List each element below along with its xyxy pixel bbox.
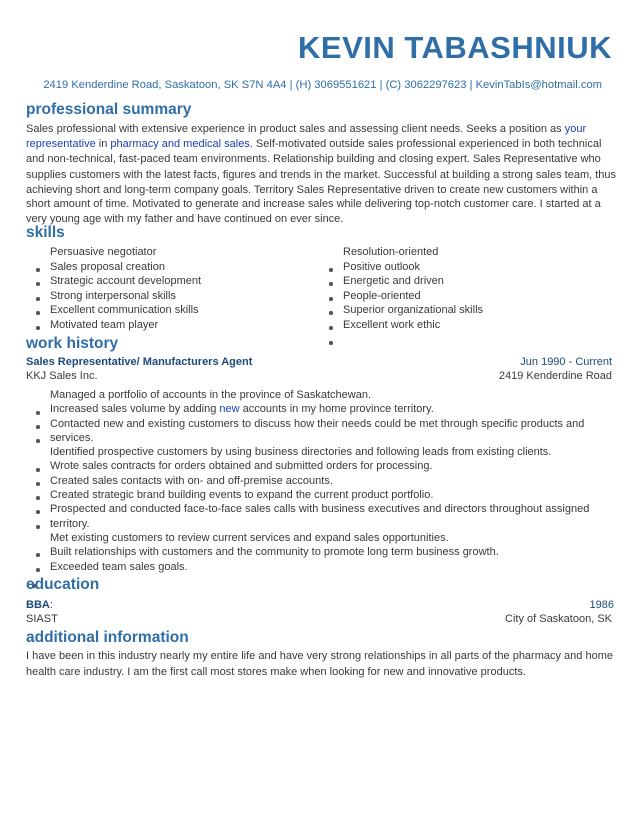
duty-text: Increased sales volume by adding <box>50 403 220 416</box>
job-location: 2419 Kenderdine Road <box>498 370 612 382</box>
bullet-icon <box>36 268 40 272</box>
summary-highlight-2: pharmacy and medical sales <box>110 138 250 151</box>
bullet-icon <box>36 468 40 472</box>
duty-item <box>50 402 620 416</box>
skill-item: Strong interpersonal skills <box>50 289 176 302</box>
duty-item: Created sales contacts with on- and off-premise accounts. <box>50 474 333 487</box>
education-degree <box>26 599 53 611</box>
skill-item: Energetic and driven <box>343 275 444 287</box>
skill-item: Strategic account development <box>50 275 202 287</box>
education-location: City of Saskatoon, SK <box>505 613 612 625</box>
skill-item: People-oriented <box>343 289 421 302</box>
bullet-icon <box>329 297 333 301</box>
bullet-icon <box>329 282 333 286</box>
bullet-icon <box>36 411 40 415</box>
education-heading: education <box>26 576 100 593</box>
bullet-icon <box>36 482 40 486</box>
summary-highlight-1: your representative <box>26 123 587 151</box>
skill-item: Resolution-oriented <box>343 246 439 258</box>
summary-paragraph-1 <box>26 122 616 168</box>
duty-item: Managed a portfolio of accounts in the province of Saskatchewan. <box>50 389 372 401</box>
bullet-icon <box>329 326 333 330</box>
skill-item: Motivated team player <box>50 318 159 331</box>
duty-highlight: new <box>219 403 240 416</box>
skill-item: Excellent communication skills <box>50 304 199 316</box>
summary-paragraph-2: supplies customers with the latest facts, figures and trends in the market. Successful at building a strong sales team, thus achieving short and long-term company goals. Territory Sales Representative driven to create new customers within a short amount of time. Motivated to generate and increase sales while delivering top-notch customer care. I started at a very young age with my father and have continued on ever since. <box>26 169 617 225</box>
bullet-icon <box>36 568 40 572</box>
candidate-name: KEVIN TABASHNIUK <box>298 30 612 65</box>
bullet-icon <box>36 553 40 557</box>
additional-info-heading: additional information <box>26 629 189 646</box>
summary-text-b: in <box>95 138 111 151</box>
summary-text-a: Sales professional with extensive experience in product sales and assessing client needs. Seeks a position as <box>26 123 565 135</box>
job-dates: Jun 1990 - Current <box>520 356 612 368</box>
work-history-heading: work history <box>26 335 119 352</box>
duty-item: Wrote sales contracts for orders obtained and submitted orders for processing. <box>50 460 433 473</box>
bullet-icon <box>36 425 40 429</box>
bullet-icon <box>329 268 333 272</box>
duty-item: Prospected and conducted face-to-face sales calls with business executives and directors throughout assigned <box>50 503 590 516</box>
job-title: Sales Representative/ Manufacturers Agent <box>26 356 253 368</box>
education-year: 1986 <box>589 599 614 611</box>
bullet-icon <box>36 496 40 500</box>
duty-text: accounts in my home province territory. <box>239 403 434 416</box>
skills-left-column <box>50 245 320 332</box>
bullet-icon <box>36 439 40 443</box>
skill-item: Superior organizational skills <box>343 304 484 316</box>
bullet-icon <box>329 311 333 315</box>
degree-colon: : <box>49 599 53 611</box>
skill-item: Excellent work ethic <box>343 318 441 331</box>
skill-item: Sales proposal creation <box>50 260 165 273</box>
summary-text-c: . Self-motivated outside sales professional experienced in both technical and non-technical, fast-paced team environments. Relationship building and closing expert. Sales Representative who <box>26 138 602 166</box>
bullet-icon <box>36 282 40 286</box>
skill-item: Persuasive negotiator <box>50 246 157 258</box>
duty-item: Met existing customers to review current services and expand sales opportunities. <box>50 531 449 544</box>
summary-heading: professional summary <box>26 101 192 118</box>
duty-item: Built relationships with customers and the community to promote long term business growth. <box>50 546 499 559</box>
contact-line: 2419 Kenderdine Road, Saskatoon, SK S7N 4A4 | (H) 3069551621 | (C) 3062297623 | KevinTabIs@hotmail.com <box>43 79 602 91</box>
job-duties-list <box>50 388 620 574</box>
education-school: SIAST <box>26 613 58 625</box>
skill-item: Positive outlook <box>343 260 421 273</box>
skills-heading: skills <box>26 224 65 241</box>
duty-item: Exceeded team sales goals. <box>50 560 188 573</box>
duty-item: Contacted new and existing customers to discuss how their needs could be met through specific products and <box>50 417 585 430</box>
additional-info-paragraph: I have been in this industry nearly my entire life and have very strong relationships in all parts of the pharmacy and home health care industry. I am the first call most stores make when looking for new and innovative products. <box>26 650 613 678</box>
bullet-icon <box>36 297 40 301</box>
bullet-icon <box>36 525 40 529</box>
degree-name: BBA <box>26 599 50 611</box>
duty-item: services. <box>50 431 94 444</box>
duty-item: Identified prospective customers by using business directories and following leads from existing clients. <box>50 446 552 459</box>
bullet-icon <box>36 326 40 330</box>
duty-item: Created strategic brand building events to expand the current product portfolio. <box>50 489 434 502</box>
bullet-icon <box>36 311 40 315</box>
duty-item: territory. <box>50 517 90 530</box>
bullet-icon <box>36 510 40 514</box>
bullet-icon <box>329 341 333 345</box>
skills-right-column <box>343 245 613 332</box>
job-company: KKJ Sales Inc. <box>26 370 98 382</box>
